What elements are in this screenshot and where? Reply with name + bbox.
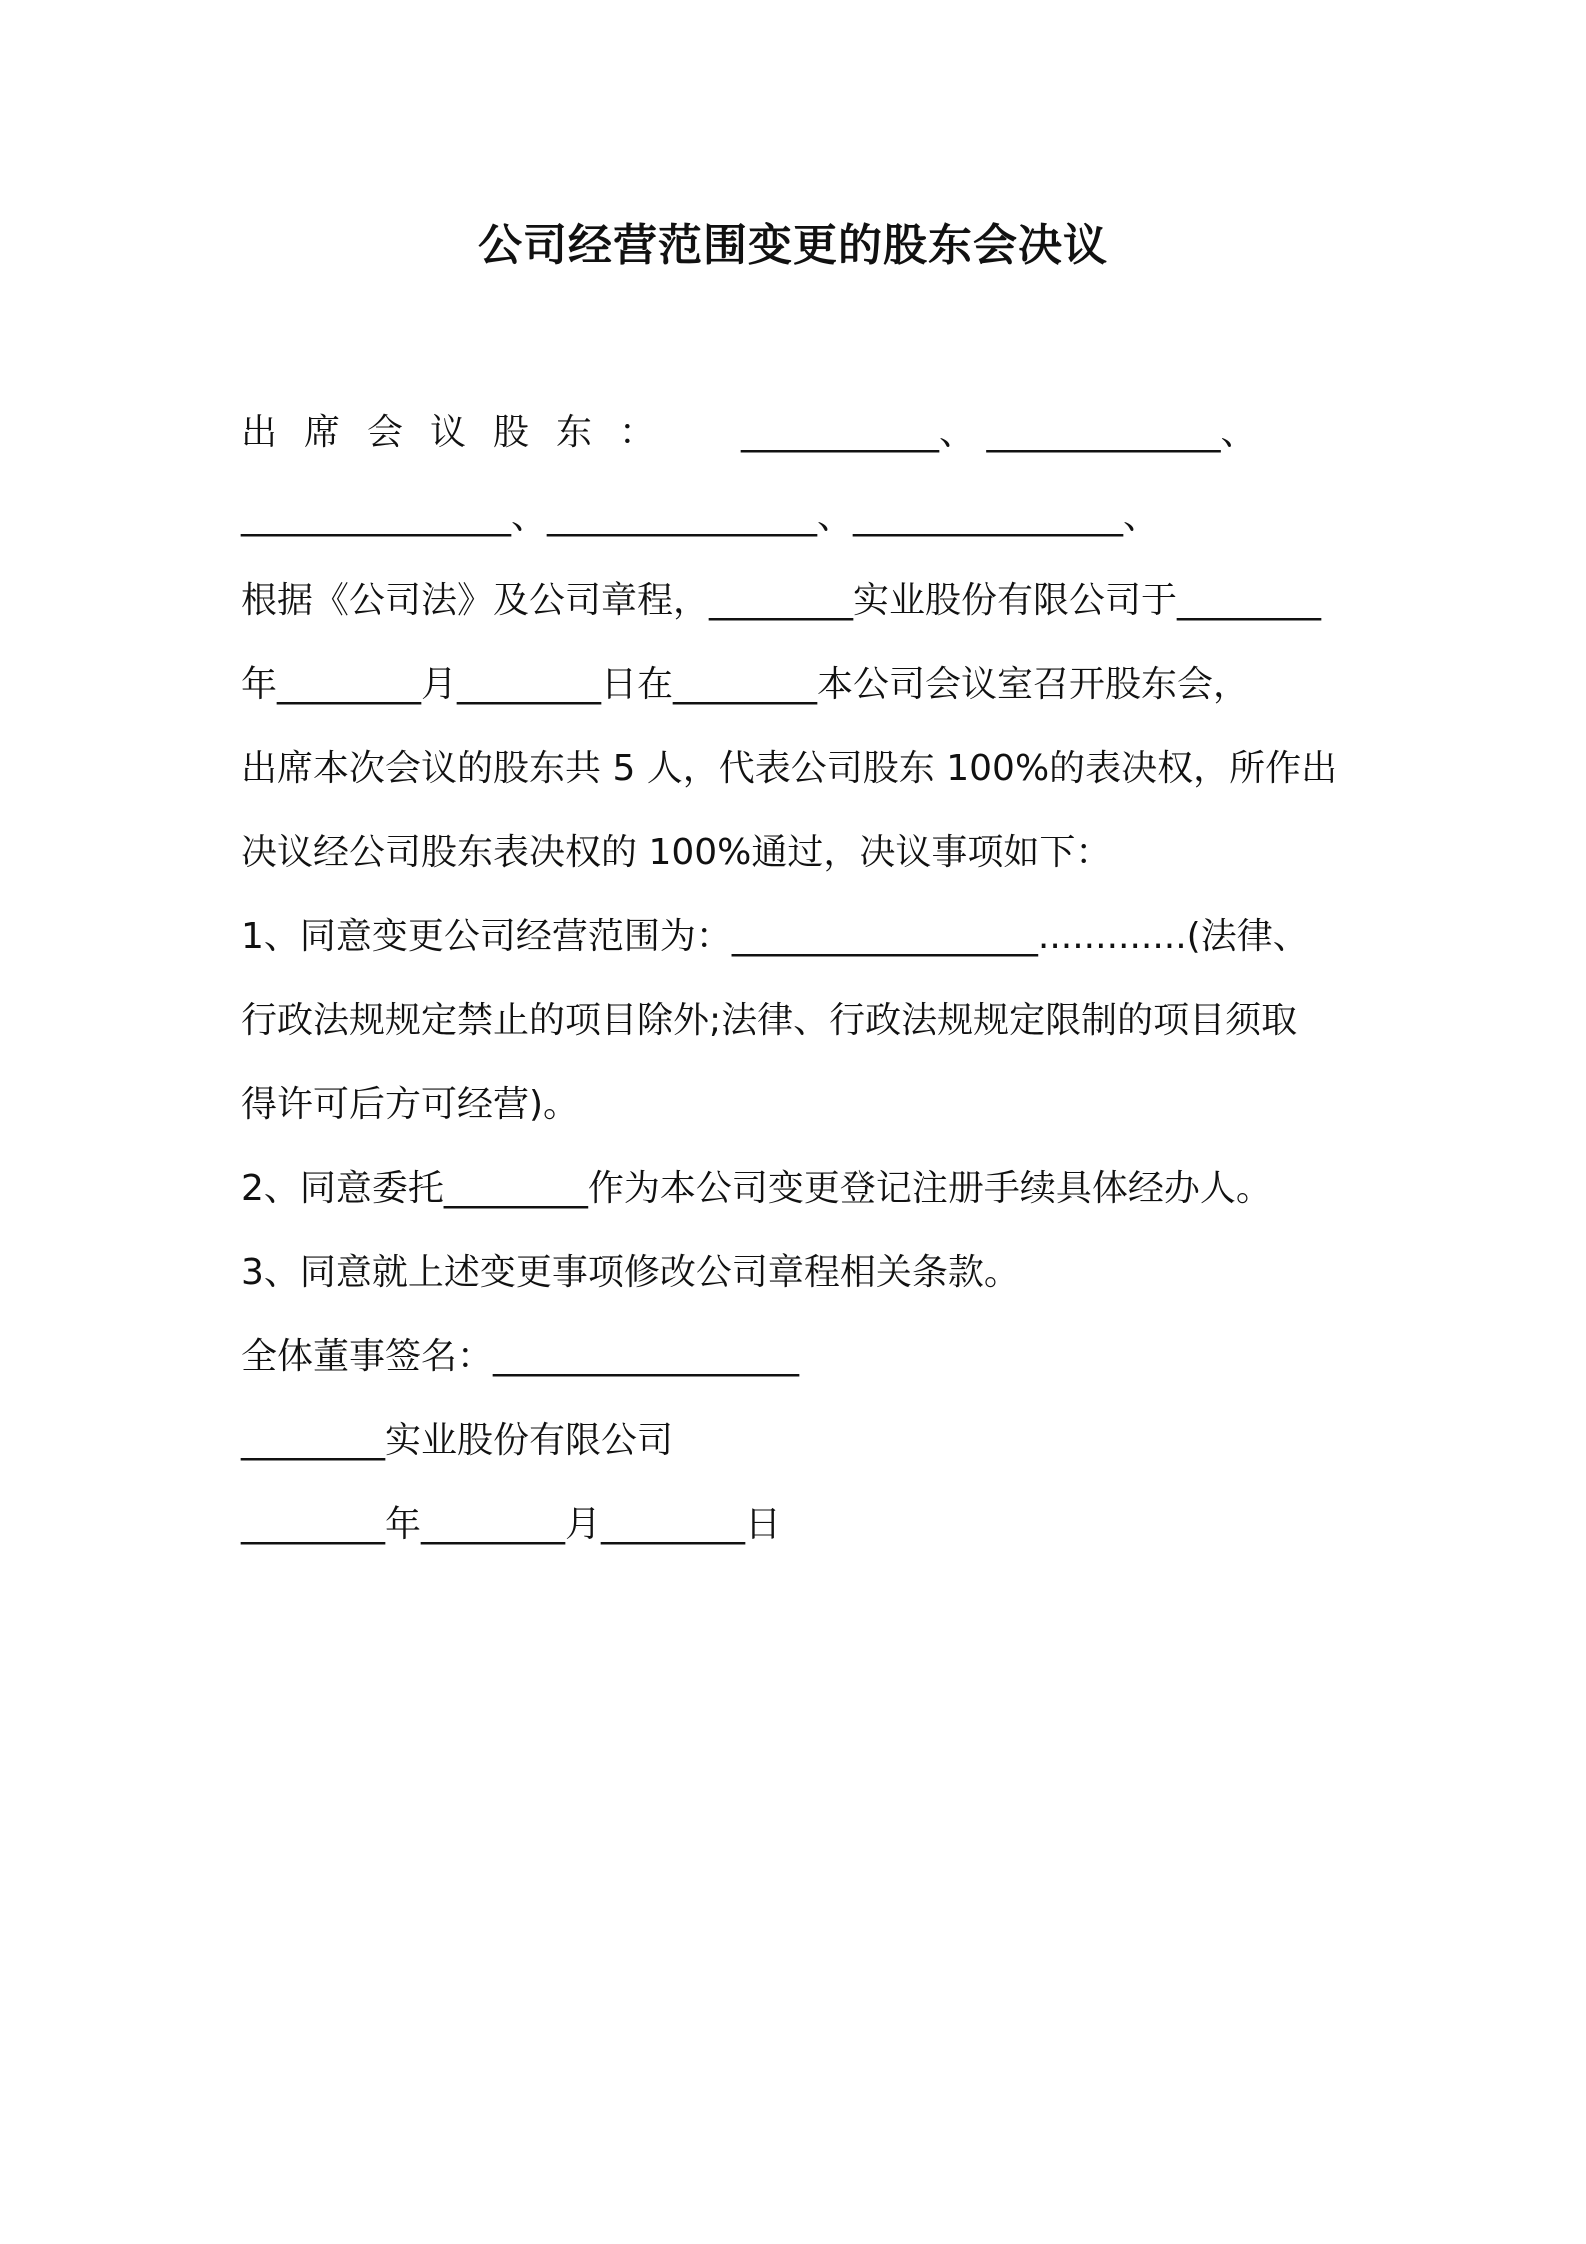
attending-shareholders-label: 出席会议股东： (241, 412, 683, 453)
body-line-3: 根据《公司法》及公司章程，________实业股份有限公司于________ (241, 580, 1322, 621)
directors-signature-line: 全体董事签名：_________________ (241, 1336, 800, 1377)
resolution-item-1-end: 得许可后方可经营)。 (241, 1084, 580, 1125)
resolution-item-2: 2、同意委托________作为本公司变更登记注册手续具体经办人。 (241, 1168, 1272, 1209)
document-title: 公司经营范围变更的股东会决议 (478, 220, 1108, 271)
resolution-item-1-cont: 行政法规规定禁止的项目除外;法律、行政法规规定限制的项目须取 (241, 1000, 1298, 1041)
company-name-line: ________实业股份有限公司 (241, 1420, 674, 1461)
body-line-6: 决议经公司股东表决权的 100%通过，决议事项如下： (241, 832, 1112, 873)
body-line-5: 出席本次会议的股东共 5 人，代表公司股东 100%的表决权，所作出 (241, 748, 1338, 789)
resolution-item-1: 1、同意变更公司经营范围为：_________________.............(法律、 (241, 916, 1309, 957)
body-line-2: _______________、_______________、_______________、 (241, 496, 1159, 537)
body-line-4: 年________月________日在________本公司会议室召开股东会， (241, 664, 1250, 705)
date-line: ________年________月________日 (241, 1504, 781, 1545)
resolution-item-3: 3、同意就上述变更事项修改公司章程相关条款。 (241, 1252, 1020, 1293)
attending-shareholders-blanks: ___________、 _____________、 (741, 412, 1257, 453)
